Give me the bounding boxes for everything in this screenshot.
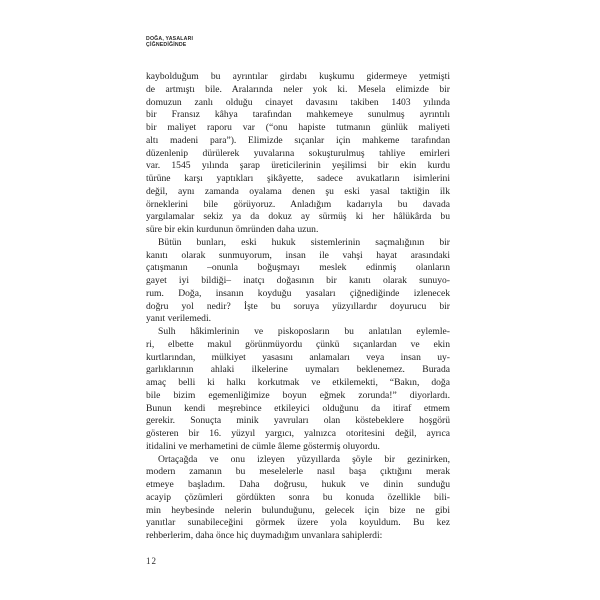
text-line: çatışmanın –onunla boğuşmayı meslek edinmiş olanların [146,262,450,274]
text-line: modern zamanın bu meselelerle nasıl başa çıktığını merak [146,466,450,478]
running-head [146,36,193,49]
running-head-line-2: ÇİĞNEDİĞİNDE [146,42,187,49]
text-line: var. 1545 yılında şarap üreticilerinin yeşilimsi bir ekin kurdu [146,160,450,172]
paragraph [146,326,450,454]
text-line: Bütün bunları, eski hukuk sistemlerinin saçmalığının bir [158,236,450,248]
body-text [146,71,450,543]
text-line: gerekir. Sonuçta minik yavruları olan köstebeklere hoşgörü [146,415,450,427]
text-line: kanıtı olarak sunmuyorum, insan ile vahşi hayat arasındaki [146,249,450,261]
text-line: düzenlenip dürülerek yuvalarına sokuşturulmuş tahliye emirleri [146,147,450,159]
text-line: domuzun zanlı olduğu cinayet davasını takiben 1403 yılında [146,96,450,108]
text-line: rehberlerim, daha önce hiç duymadığım unvanlara sahiplerdi: [146,530,383,541]
text-line: bir maliyet raporu var (“onu hapiste tutmanın günlük maliyeti [146,122,450,133]
text-line: Ortaçağda ve onu izleyen yüzyıllarda şöyle bir gezinirken, [158,453,450,465]
page-number: 12 [146,556,157,566]
text-line: itidalini ve merhametini de cümle âleme göstermiş oluyordu. [146,440,380,452]
text-line: gayet iyi bildiği– inatçı doğasının bir kanıtı olarak sunuyo- [146,275,450,286]
paragraph [146,71,450,237]
text-line: Sulh hâkimlerinin ve piskoposların bu anlatılan eylemle- [158,326,450,337]
text-line: min heybesinde nelerin bulunduğunu, gelecek için bize ne gibi [146,504,450,516]
text-line: yargılamalar sekiz ya da dokuz ay sürmüş ki her hâlükârda bu [146,211,450,223]
text-line: örneklerini bile görüyoruz. Anladığım kadarıyla bu davada [146,198,450,210]
running-head-line-1: DOĞA, YASALARI [146,36,194,42]
text-line: yanıtlar sunabileceğini görmek üzere yola koyuldum. Bu kez [146,517,450,529]
text-line: amaç belli ki halkı korkutmak ve etkilemekti, “Bakın, doğa [146,377,450,388]
text-line: gösteren bir 16. yüzyıl yargıcı, yalnızca otoritesini değil, ayrıca [146,428,450,439]
text-line: yanıt verilemedi. [146,313,212,325]
paragraph [146,454,450,543]
text-line: rum. Doğa, insanın koyduğu yasaları çiğnediğinde izlenecek [146,287,450,299]
text-line: doğru yol nedir? İşte bu soruya yüzyıllardır doyurucu bir [146,300,450,312]
text-line: kurtlarından, mülkiyet yasasını anlamaları veya insan uy- [146,351,450,363]
text-line: Bunun kendi meşrebince etkileyici olduğunu da itiraf etmem [146,402,450,414]
text-line: altı madeni para”). Elimizde sıçanlar için mahkeme tarafından [146,134,450,146]
text-line: türüne karşı yaptıkları şikâyette, sadece avukatların isimlerini [146,173,450,184]
text-line: acayip çözümleri gördükten sonra bu konuda özellikle bili- [146,491,450,503]
text-line: ri, elbette makul görünmüyordu çünkü sıçanlardan ve ekin [146,338,450,350]
text-line: kaybolduğum bu ayrıntılar girdabı kuşkumu gidermeye yetmişti [146,71,450,82]
text-line: bir Fransız kâhya tarafından mahkemeye sunulmuş ayrıntılı [146,109,450,121]
text-line: süre bir ekin kurdunun ömründen daha uzun. [146,224,319,235]
paragraph [146,237,450,326]
text-line: garlıklarının ahlaki ilkelerine uymaları beklenemez. Burada [146,364,450,376]
text-line: de artmıştı bile. Aralarında neler yok ki. Mesela elimizde bir [146,83,450,95]
text-line: etmeye başladım. Daha doğrusu, hukuk ve dinin sunduğu [146,479,450,490]
text-line: değil, aynı zamanda oyalama denen şu eski yasal taktiğin ilk [146,185,450,197]
text-line: bile bizim egemenliğimize boyun eğmek zorunda!” diyorlardı. [146,389,450,401]
